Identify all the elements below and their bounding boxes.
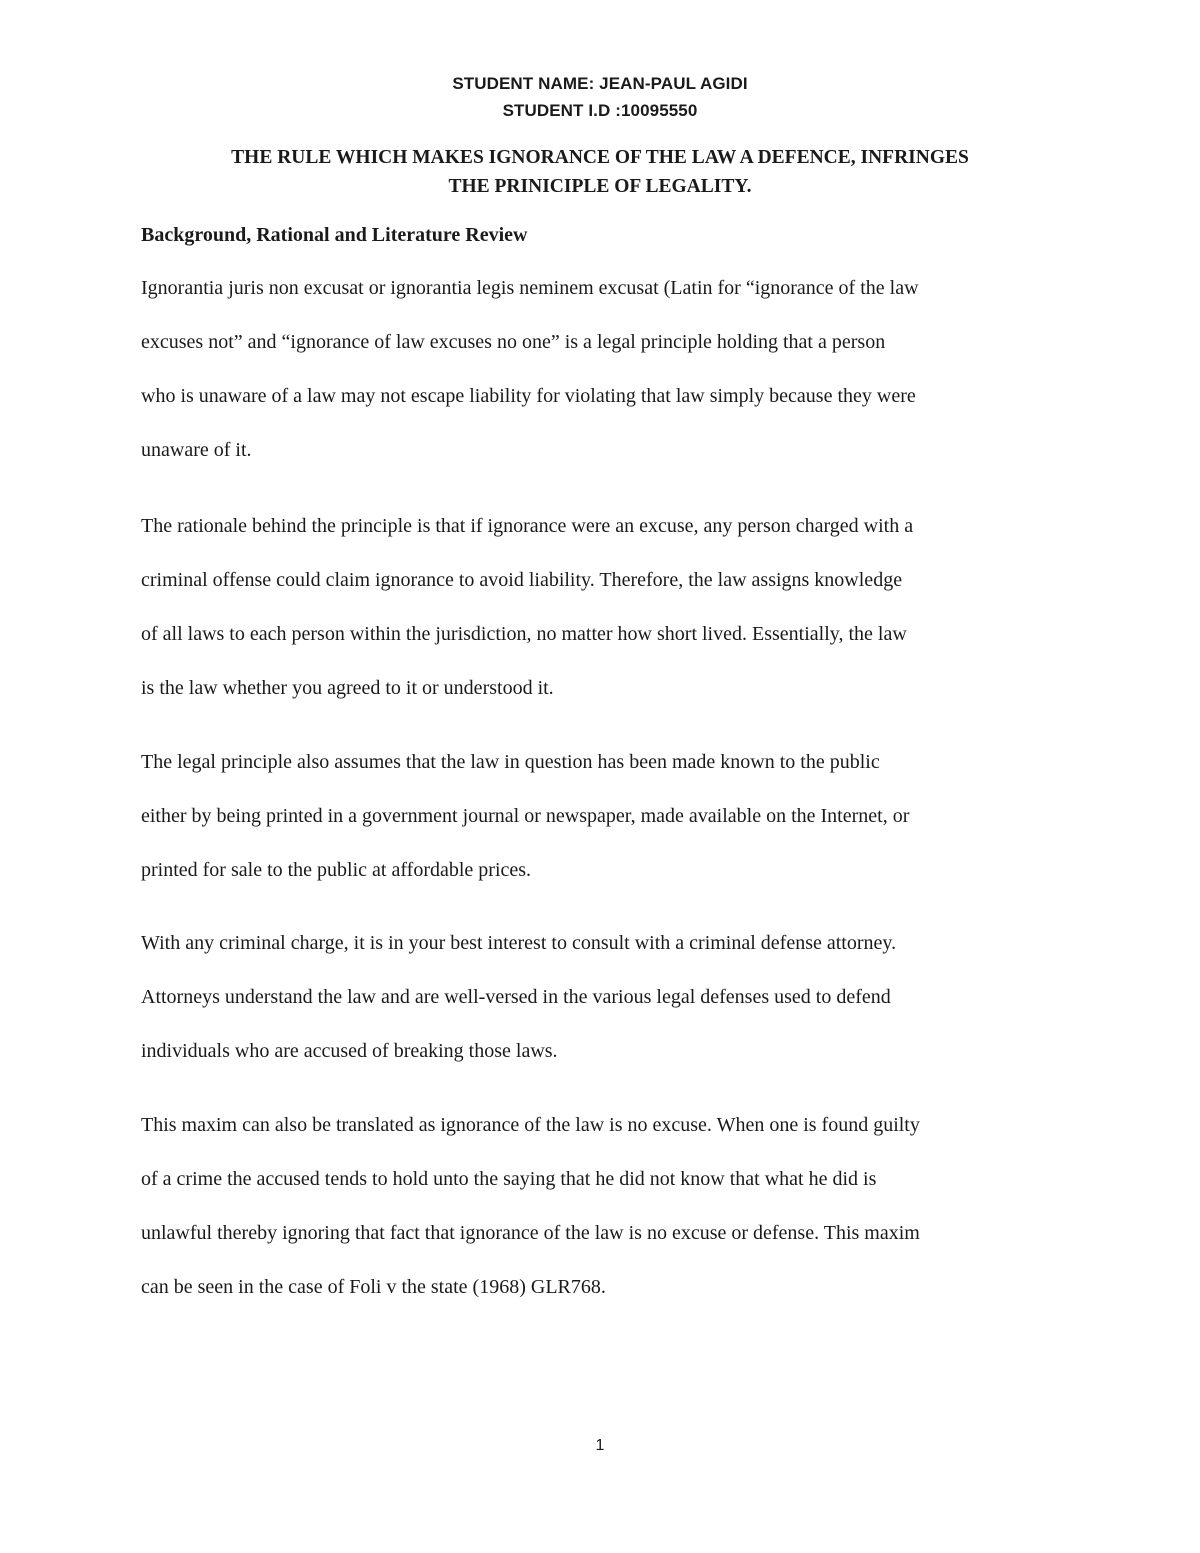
paragraph-line: printed for sale to the public at affordable prices. <box>141 859 532 881</box>
paragraph-1 <box>141 275 1081 491</box>
paragraph-line: The legal principle also assumes that the law in question has been made known to the public <box>141 751 880 773</box>
paragraph-line: This maxim can also be translated as ignorance of the law is no excuse. When one is found guilty <box>141 1114 920 1136</box>
paragraph-line: excuses not” and “ignorance of law excuses no one” is a legal principle holding that a person <box>141 331 886 353</box>
document-title <box>120 143 1080 201</box>
paragraph-line: criminal offense could claim ignorance to avoid liability. Therefore, the law assigns knowledge <box>141 569 903 591</box>
paragraph-line: With any criminal charge, it is in your best interest to consult with a criminal defense attorney. <box>141 932 897 954</box>
paragraph-3 <box>141 749 1081 911</box>
paragraph-4 <box>141 930 1081 1092</box>
paragraph-line: unlawful thereby ignoring that fact that ignorance of the law is no excuse or defense. This maxim <box>141 1222 920 1244</box>
paragraph-line: unaware of it. <box>141 439 252 461</box>
paragraph-line: Attorneys understand the law and are well-versed in the various legal defenses used to defend <box>141 986 891 1008</box>
paragraph-line: is the law whether you agreed to it or understood it. <box>141 677 554 699</box>
student-id: STUDENT I.D :10095550 <box>502 101 698 120</box>
paragraph-line: Ignorantia juris non excusat or ignorantia legis neminem excusat (Latin for “ignorance of the law <box>141 277 919 299</box>
paragraph-line: of a crime the accused tends to hold unto the saying that he did not know that what he did is <box>141 1168 877 1190</box>
section-heading: Background, Rational and Literature Review <box>141 224 528 246</box>
title-line: THE PRINICIPLE OF LEGALITY. <box>448 176 752 197</box>
paragraph-line: The rationale behind the principle is that if ignorance were an excuse, any person charged with a <box>141 515 914 537</box>
page-number: 1 <box>595 1437 605 1454</box>
paragraph-line: who is unaware of a law may not escape liability for violating that law simply because they were <box>141 385 916 407</box>
paragraph-line: individuals who are accused of breaking those laws. <box>141 1040 558 1062</box>
paragraph-line: either by being printed in a government journal or newspaper, made available on the Internet, or <box>141 805 910 827</box>
title-line: THE RULE WHICH MAKES IGNORANCE OF THE LAW A DEFENCE, INFRINGES <box>231 147 969 168</box>
paragraph-line: can be seen in the case of Foli v the state (1968) GLR768. <box>141 1276 606 1298</box>
paragraph-line: of all laws to each person within the jurisdiction, no matter how short lived. Essentially, the law <box>141 623 907 645</box>
paragraph-2 <box>141 513 1081 729</box>
student-name: STUDENT NAME: JEAN-PAUL AGIDI <box>452 74 748 93</box>
paragraph-5 <box>141 1112 1081 1328</box>
